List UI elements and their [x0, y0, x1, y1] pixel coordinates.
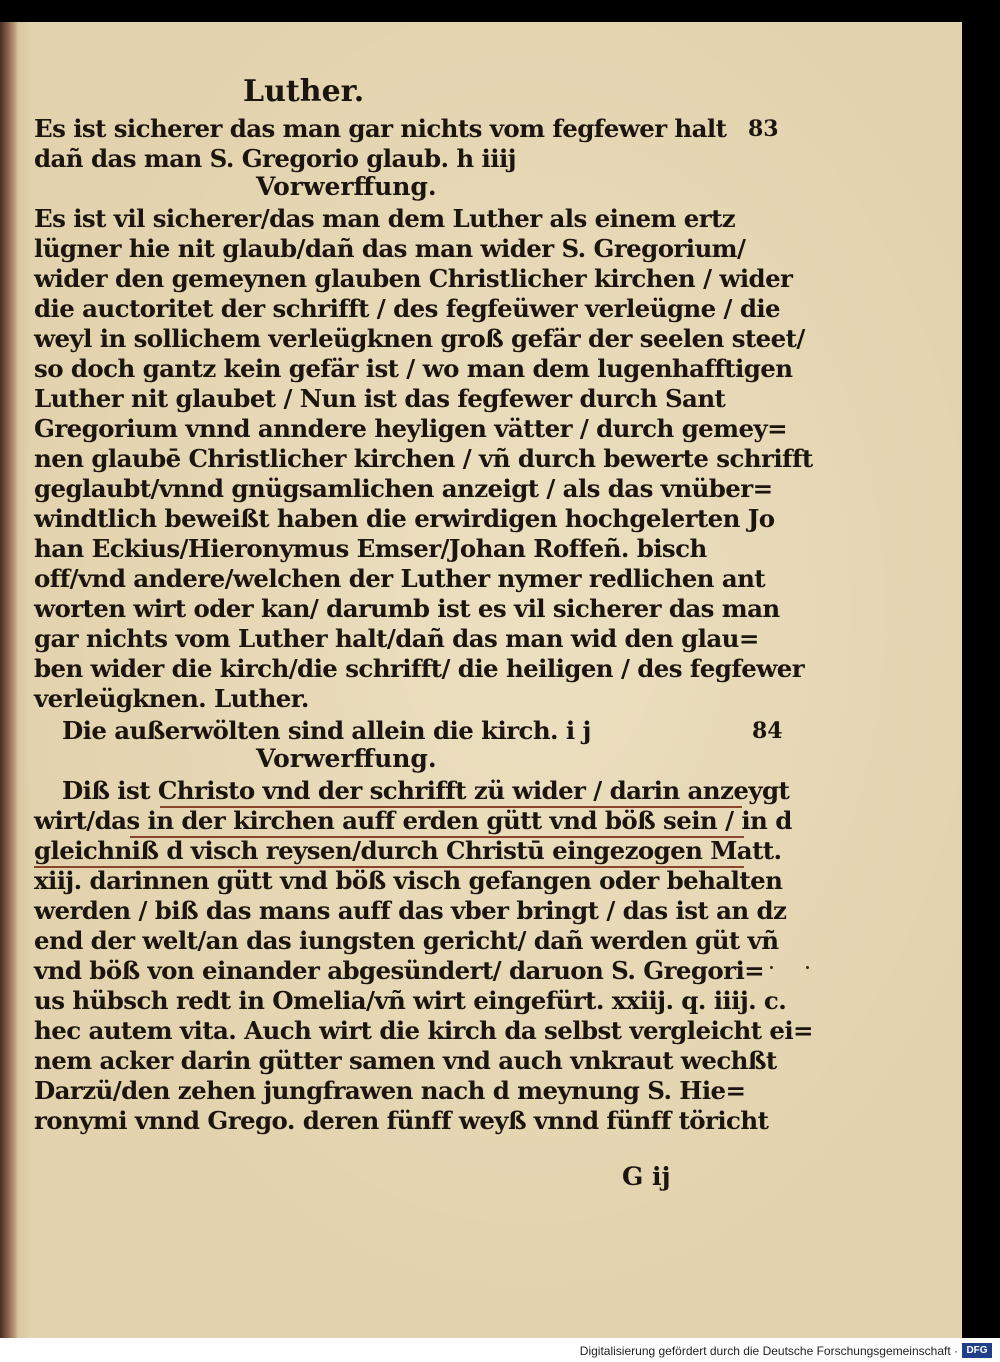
text-line: Es ist vil sicherer/das man dem Luther als einem ertz [34, 204, 736, 233]
text-line: die auctoritet der schrifft / des fegfeüwer verleügne / die [34, 294, 781, 323]
section-heading: Vorwerffung. [256, 172, 437, 201]
text-line: verleügknen. Luther. [34, 684, 309, 713]
text-line: nem acker darin gütter samen vnd auch vnkraut wechßt [34, 1046, 777, 1075]
text-line: ben wider die kirch/die schrifft/ die heiligen / des fegfewer [34, 654, 805, 683]
text-line: dañ das man S. Gregorio glaub. h iiij [34, 144, 516, 173]
text-line: gleichniß d visch reysen/durch Christū eingezogen Matt. [34, 836, 782, 865]
section-heading: Vorwerffung. [256, 744, 437, 773]
text-line: geglaubt/vnnd gnügsamlichen anzeigt / als das vnüber= [34, 474, 773, 503]
text-line: off/vnd andere/welchen der Luther nymer redlichen ant [34, 564, 766, 593]
text-line: vnd böß von einander abgesündert/ daruon S. Gregori= [34, 956, 765, 985]
text-line: wider den gemeynen glauben Christlicher kirchen / wider [34, 264, 793, 293]
signature-mark: G ij [622, 1162, 671, 1191]
text-line: windtlich beweißt haben die erwirdigen hochgelerten Jo [34, 504, 775, 533]
margin-note-84: 84 [752, 718, 783, 744]
text-line: Darzü/den zehen jungfrawen nach d meynung S. Hie= [34, 1076, 746, 1105]
text-line: lügner hie nit glaub/dañ das man wider S. Gregorium/ [34, 234, 746, 263]
text-line: end der welt/an das iungsten gericht/ dañ werden güt vñ [34, 926, 779, 955]
text-line: Die außerwölten sind allein die kirch. i j [62, 716, 591, 745]
margin-note-83: 83 [748, 116, 779, 142]
text-line: us hübsch redt in Omelia/vñ wirt eingefürt. xxiij. q. iiij. c. [34, 986, 787, 1015]
text-line: weyl in sollichem verleügknen groß gefär der seelen steet/ [34, 324, 805, 353]
text-line: worten wirt oder kan/ darumb ist es vil sicherer das man [34, 594, 780, 623]
text-line: werden / biß das mans auff das vber bringt / das ist an dz [34, 896, 787, 925]
text-line: han Eckius/Hieronymus Emser/Johan Roffeñ. bisch [34, 534, 707, 563]
running-head: Luther. [243, 74, 365, 109]
funding-credit: Digitalisierung gefördert durch die Deutsche Forschungsgemeinschaft · [579, 1344, 958, 1358]
text-line: wirt/das in der kirchen auff erden gütt vnd böß sein / in d [34, 806, 792, 835]
text-line: Gregorium vnnd anndere heyligen vätter / durch gemey= [34, 414, 788, 443]
text-line: xiij. darinnen gütt vnd böß visch gefangen oder behalten [34, 866, 783, 895]
page-scan [0, 22, 962, 1338]
ink-speck [806, 966, 809, 969]
text-line: so doch gantz kein gefär ist / wo man dem lugenhafftigen [34, 354, 793, 383]
dfg-logo-icon: DFG [962, 1343, 992, 1358]
text-line: nen glaubē Christlicher kirchen / vñ durch bewerte schrifft [34, 444, 813, 473]
text-line: Diß ist Christo vnd der schrifft zü wider / darin anzeygt [62, 776, 790, 805]
text-line: gar nichts vom Luther halt/dañ das man wid den glau= [34, 624, 759, 653]
footer-bar [0, 1338, 1000, 1362]
text-line: hec autem vita. Auch wirt die kirch da selbst vergleicht ei= [34, 1016, 813, 1045]
ink-speck [770, 966, 773, 969]
binding-edge [0, 22, 18, 1338]
text-line: Luther nit glaubet / Nun ist das fegfewer durch Sant [34, 384, 726, 413]
text-line: Es ist sicherer das man gar nichts vom fegfewer halt [34, 114, 727, 143]
text-line: ronymi vnnd Grego. deren fünff weyß vnnd fünff töricht [34, 1106, 769, 1135]
